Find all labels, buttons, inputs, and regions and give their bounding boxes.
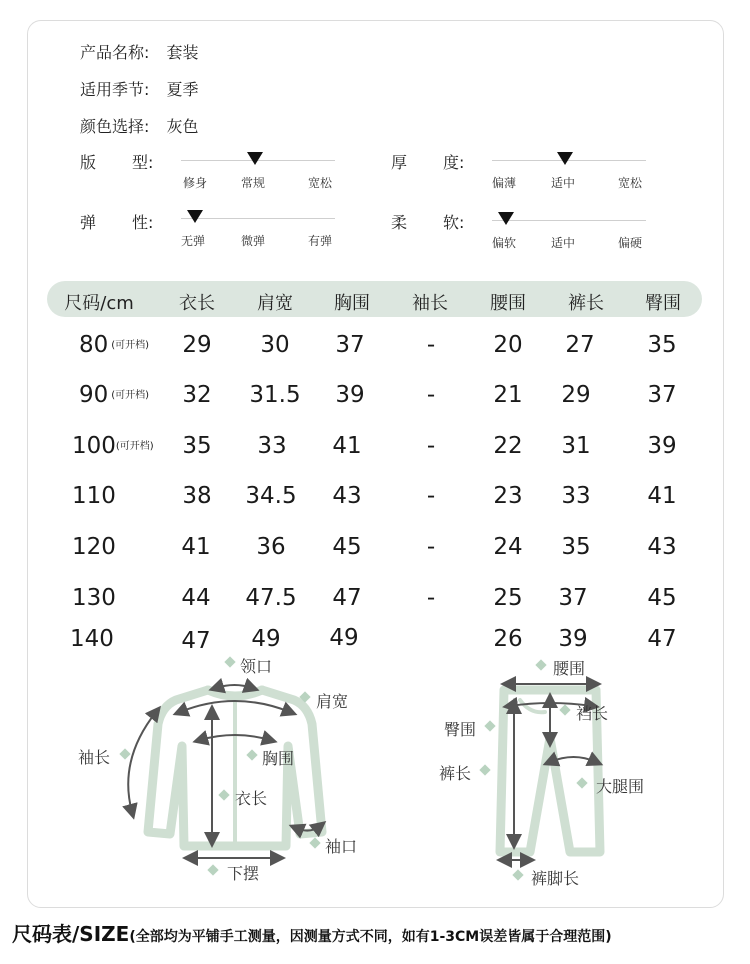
fit-option-2: 常规 [241,176,266,190]
softness-label-b: 软: [443,213,465,232]
value-cell: 47 [332,585,362,611]
value-cell: 25 [493,585,523,611]
value-cell: 43 [647,534,677,560]
label-sleeve: 袖长 [78,748,111,767]
thickness-option-3: 宽松 [618,176,643,190]
value-cell: 34.5 [245,483,297,509]
value-cell: - [426,433,436,459]
value-cell: 35 [647,332,677,358]
fit-label-b: 型: [132,153,154,172]
value-cell: 21 [493,382,523,408]
label-thigh: 大腿围 [596,777,645,796]
season-label: 适用季节: [80,80,150,99]
color-value: 灰色 [166,117,199,136]
value-cell: 31.5 [249,382,301,408]
color-label: 颜色选择: [80,117,150,136]
value-cell: 38 [182,483,212,509]
header-waist: 腰围 [490,293,526,314]
value-cell: 44 [181,585,211,611]
value-cell: 47 [181,628,211,654]
value-cell: - [426,382,436,408]
label-cuff: 袖口 [325,837,358,856]
size-cell: 80 (可开档) [79,332,150,358]
value-cell: - [426,534,436,560]
label-hem: 下摆 [227,864,260,883]
header-size: 尺码/cm [64,293,134,314]
footer-caption [12,918,612,947]
value-cell: 47.5 [245,585,297,611]
value-cell: 37 [558,585,588,611]
product-name-label: 产品名称: [80,43,150,62]
value-cell: 45 [332,534,362,560]
value-cell: 45 [647,585,677,611]
softness-option-1: 偏软 [492,236,517,250]
size-cell: 120 [72,534,116,560]
product-name-value: 套装 [166,43,199,62]
value-cell: - [426,483,436,509]
value-cell: 24 [493,534,523,560]
label-pants-length: 裤长 [439,764,472,783]
value-cell: 27 [565,332,595,358]
value-cell: 31 [561,433,591,459]
label-leg-opening: 裤脚长 [531,869,580,888]
season-value: 夏季 [166,80,199,99]
label-length: 衣长 [235,789,268,808]
value-cell: 41 [647,483,677,509]
fit-label-a: 版 [80,153,97,172]
value-cell: 35 [561,534,591,560]
value-cell: - [426,585,436,611]
header-length: 衣长 [179,293,215,314]
label-shoulder: 肩宽 [316,692,349,711]
softness-label-a: 柔 [391,213,408,232]
value-cell: 43 [332,483,362,509]
elasticity-option-2: 微弹 [241,234,266,248]
header-shoulder: 肩宽 [257,293,293,314]
size-cell: 110 [72,483,116,509]
value-cell: 29 [182,332,212,358]
header-hip: 臀围 [645,293,681,314]
elasticity-label-a: 弹 [80,213,97,232]
thickness-label-b: 度: [443,153,465,172]
label-collar: 领口 [240,657,273,676]
size-cell: 130 [72,585,116,611]
value-cell: 22 [493,433,523,459]
label-chest: 胸围 [262,749,295,768]
value-cell: 30 [260,332,290,358]
value-cell: 20 [493,332,523,358]
footer-note: (全部均为平铺手工测量，因测量方式不同，如有1-3CM误差皆属于合理范围) [129,929,612,945]
value-cell: 32 [182,382,212,408]
elasticity-option-3: 有弹 [308,234,333,248]
value-cell: 41 [332,433,362,459]
value-cell: 33 [257,433,287,459]
label-hip: 臀围 [444,720,477,739]
thickness-label-a: 厚 [391,153,408,172]
thickness-option-1: 偏薄 [492,176,517,190]
header-pants-length: 裤长 [568,293,604,314]
size-cell: 90 (可开档) [79,382,150,408]
label-rise: 裆长 [576,704,609,723]
fit-option-1: 修身 [183,176,208,190]
value-cell: 39 [647,433,677,459]
softness-option-3: 偏硬 [618,236,643,250]
value-cell: 33 [561,483,591,509]
size-cell: 140 [70,626,114,652]
value-cell: 41 [181,534,211,560]
value-cell: 49 [251,626,281,652]
value-cell: 49 [329,625,359,651]
footer-title: 尺码表/SIZE [12,922,130,946]
fit-option-3: 宽松 [308,176,333,190]
size-cell: 100(可开档) [72,433,154,459]
value-cell: 26 [493,626,523,652]
measure-arrows [128,684,596,860]
elasticity-option-1: 无弹 [181,234,206,248]
value-cell: - [426,332,436,358]
value-cell: 47 [647,626,677,652]
label-waist: 腰围 [553,659,586,678]
elasticity-label-b: 性: [132,213,154,232]
thickness-option-2: 适中 [551,176,576,190]
value-cell: 39 [335,382,365,408]
header-sleeve: 袖长 [412,293,448,314]
value-cell: 36 [256,534,286,560]
value-cell: 37 [335,332,365,358]
value-cell: 37 [647,382,677,408]
value-cell: 35 [182,433,212,459]
jacket-outline [148,690,322,846]
header-chest: 胸围 [334,293,370,314]
softness-option-2: 适中 [551,236,576,250]
value-cell: 29 [561,382,591,408]
value-cell: 39 [558,626,588,652]
value-cell: 23 [493,483,523,509]
